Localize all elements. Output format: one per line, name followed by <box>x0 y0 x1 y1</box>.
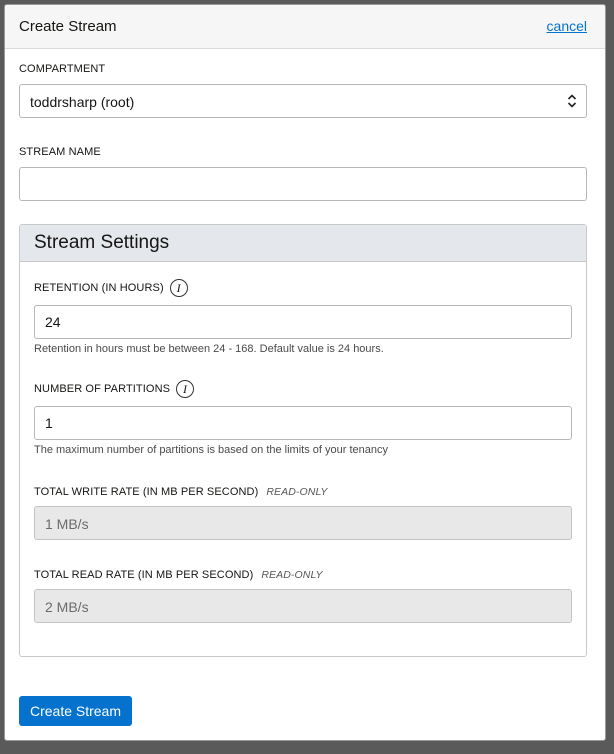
stream-settings-title: Stream Settings <box>34 232 170 253</box>
stream-settings-panel <box>19 224 587 657</box>
stream-name-label: STREAM NAME <box>19 146 101 158</box>
read-rate-readonly-tag: READ-ONLY <box>261 569 323 581</box>
partitions-label-row <box>34 380 194 398</box>
write-rate-label-row <box>34 486 328 498</box>
dialog-title: Create Stream <box>19 18 117 35</box>
dialog-header <box>5 5 605 49</box>
create-stream-button[interactable]: Create Stream <box>19 696 132 726</box>
write-rate-field <box>34 506 572 540</box>
chevron-up-down-icon <box>566 92 578 110</box>
partitions-label: NUMBER OF PARTITIONS <box>34 382 171 395</box>
compartment-label: COMPARTMENT <box>19 63 106 75</box>
read-rate-field <box>34 589 572 623</box>
info-icon[interactable]: I <box>176 380 194 398</box>
write-rate-readonly-tag: READ-ONLY <box>266 486 328 498</box>
create-stream-dialog <box>4 4 606 741</box>
read-rate-value: 2 MB/s <box>45 599 89 615</box>
retention-help-text: Retention in hours must be between 24 - 168. Default value is 24 hours. <box>34 343 384 355</box>
compartment-selected-value: toddrsharp (root) <box>30 94 135 110</box>
read-rate-label-row <box>34 569 323 581</box>
retention-label-row <box>34 279 188 297</box>
write-rate-label: TOTAL WRITE RATE (IN MB PER SECOND) <box>34 486 259 498</box>
stream-name-input[interactable] <box>19 167 587 201</box>
retention-label: RETENTION (IN HOURS) <box>34 281 164 294</box>
partitions-help-text: The maximum number of partitions is based on the limits of your tenancy <box>34 444 388 456</box>
partitions-input[interactable] <box>34 406 572 440</box>
cancel-link[interactable]: cancel <box>546 18 587 34</box>
info-icon[interactable]: I <box>170 279 188 297</box>
stream-settings-header <box>20 225 586 262</box>
compartment-select[interactable] <box>19 84 587 118</box>
write-rate-value: 1 MB/s <box>45 516 89 532</box>
retention-input[interactable] <box>34 305 572 339</box>
read-rate-label: TOTAL READ RATE (IN MB PER SECOND) <box>34 569 254 581</box>
